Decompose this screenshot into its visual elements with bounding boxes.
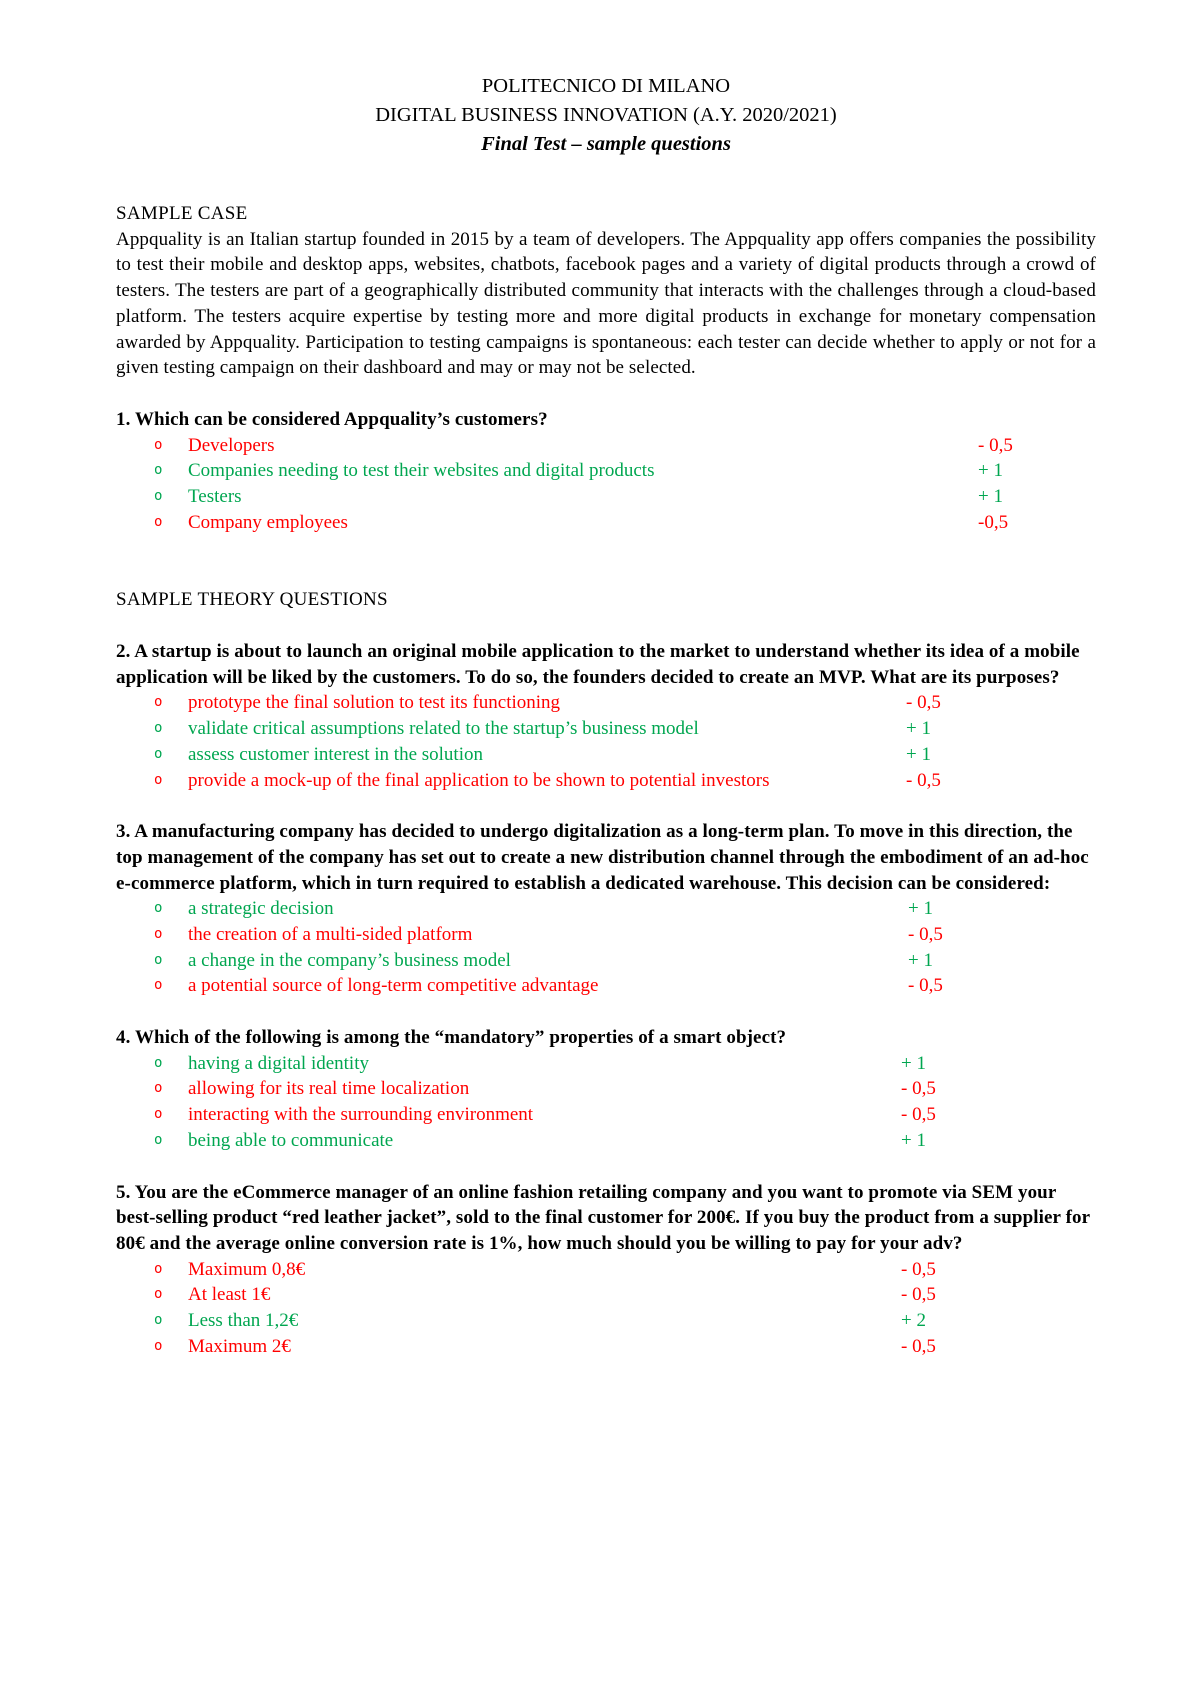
question-1: 1. Which can be considered Appquality’s customers? [116,408,548,430]
answer-option [116,896,1096,922]
answer-score: - 0,5 [901,1335,936,1357]
answer-score: + 1 [978,460,1003,482]
bullet-icon: o [154,745,163,762]
bullet-icon: o [154,1260,163,1277]
answer-text: Developers [188,434,275,456]
bullet-icon: o [154,926,163,943]
question-4-options [116,1051,1096,1154]
answer-score: + 1 [908,898,933,920]
bullet-icon: o [154,977,163,994]
bullet-icon: o [154,1106,163,1123]
bullet-icon: o [154,1131,163,1148]
answer-option [116,1308,1096,1334]
question-2: 2. A startup is about to launch an original mobile application to the market to understand whether its idea of a mobile application will be liked by the customers. To do so, the founders decided to create an MVP. What are its purposes? [116,641,1080,688]
question-1-options [116,433,1096,536]
answer-score: + 1 [978,486,1003,507]
answer-score: - 0,5 [908,924,943,946]
answer-text: Less than 1,2€ [188,1310,299,1332]
answer-score: + 1 [901,1129,926,1151]
bullet-icon: o [154,720,163,737]
answer-text: Maximum 0,8€ [188,1258,306,1280]
bullet-icon: o [154,1312,163,1329]
answer-option [116,768,1096,794]
answer-text: being able to communicate [188,1129,394,1151]
answer-option [116,948,1096,974]
bullet-icon: o [154,900,163,917]
sample-case-text: Appquality is an Italian startup founded in 2015 by a team of developers. The Appquality app offers companies the possibility to test their mobile and desktop apps, websites, chatbots, facebook pages and a variety of digital products through a crowd of testers. The testers are part of a geographically distributed community that interacts with the challenges through a cloud-based platform. The testers acquire expertise by testing more and more digital products in exchange for monetary compensation awarded by Appquality. Participation to testing campaigns is spontaneous: each tester can decide whether to apply or not for a given testing campaign on their dashboard and may or may not be selected. [116,228,1096,379]
institution-title: POLITECNICO DI MILANO [481,75,731,97]
answer-option [116,690,1096,716]
answer-text: assess customer interest in the solution [188,743,483,765]
answer-score: - 0,5 [978,434,1013,456]
answer-option [116,458,1096,484]
question-3-options [116,896,1096,999]
answer-text: Maximum 2€ [188,1335,291,1357]
answer-score: - 0,5 [901,1104,936,1126]
answer-score: + 1 [906,743,931,765]
answer-option [116,1128,1096,1154]
document-header [116,72,1096,159]
answer-option [116,716,1096,742]
answer-text: validate critical assumptions related to the startup’s business model [188,718,699,740]
answer-option [116,922,1096,948]
answer-text: the creation of a multi-sided platform [188,924,473,946]
answer-option [116,1076,1096,1102]
bullet-icon: o [154,1337,163,1354]
question-3: 3. A manufacturing company has decided to undergo digitalization as a long-term plan. To move in this direction, the top management of the company has set out to create a new distribution channel through the embodiment of an ad-hoc e-commerce platform, which in turn required to establish a dedicated warehouse. This decision can be considered: [116,821,1089,894]
answer-score: - 0,5 [906,769,941,791]
document-subtitle: Final Test – sample questions [481,133,731,155]
answer-option [116,1102,1096,1128]
answer-text: a potential source of long-term competitive advantage [188,975,599,997]
answer-option [116,484,1096,510]
answer-option [116,1334,1096,1360]
answer-text: Companies needing to test their websites and digital products [188,460,655,482]
bullet-icon: o [154,1080,163,1097]
document-page [116,72,1096,1359]
answer-score: + 1 [901,1052,926,1074]
bullet-icon: o [154,488,163,504]
answer-text: a change in the company’s business model [188,949,511,971]
answer-text: Testers [188,486,242,507]
answer-option [116,1051,1096,1077]
answer-text: a strategic decision [188,898,334,920]
answer-score: + 2 [901,1310,926,1332]
bullet-icon: o [154,951,163,968]
question-5-options [116,1257,1096,1360]
bullet-icon: o [154,771,163,788]
answer-text: interacting with the surrounding environment [188,1104,534,1126]
answer-score: - 0,5 [901,1284,936,1306]
bullet-icon: o [154,462,163,479]
answer-option [116,973,1096,999]
answer-option [116,510,1096,536]
answer-option [116,1282,1096,1308]
answer-option [116,742,1096,768]
answer-text: having a digital identity [188,1052,369,1074]
answer-text: allowing for its real time localization [188,1078,470,1100]
answer-score: + 1 [908,949,933,971]
answer-score: - 0,5 [906,692,941,714]
theory-section-title: SAMPLE THEORY QUESTIONS [116,589,388,611]
answer-score: -0,5 [978,511,1009,533]
answer-text: Company employees [188,511,348,533]
question-4: 4. Which of the following is among the “mandatory” properties of a smart object? [116,1027,787,1049]
bullet-icon: o [154,436,163,453]
bullet-icon: o [154,513,163,530]
question-5: 5. You are the eCommerce manager of an online fashion retailing company and you want to promote via SEM your best-selling product “red leather jacket”, sold to the final customer for 200€. If you buy the product from a supplier for 80€ and the average online conversion rate is 1%, how much should you be willing to pay for your adv? [116,1181,1090,1254]
answer-score: + 1 [906,718,931,740]
answer-score: - 0,5 [908,975,943,997]
answer-option [116,1257,1096,1283]
sample-case-title: SAMPLE CASE [116,203,248,224]
answer-text: At least 1€ [188,1284,271,1306]
answer-score: - 0,5 [901,1258,936,1280]
answer-text: provide a mock-up of the final application to be shown to potential investors [188,769,770,791]
bullet-icon: o [154,694,163,711]
answer-score: - 0,5 [901,1078,936,1100]
bullet-icon: o [154,1286,163,1303]
bullet-icon: o [154,1054,163,1071]
question-2-options [116,690,1096,793]
answer-text: prototype the final solution to test its functioning [188,692,561,714]
answer-option [116,433,1096,459]
course-title: DIGITAL BUSINESS INNOVATION (A.Y. 2020/2021) [375,104,837,126]
